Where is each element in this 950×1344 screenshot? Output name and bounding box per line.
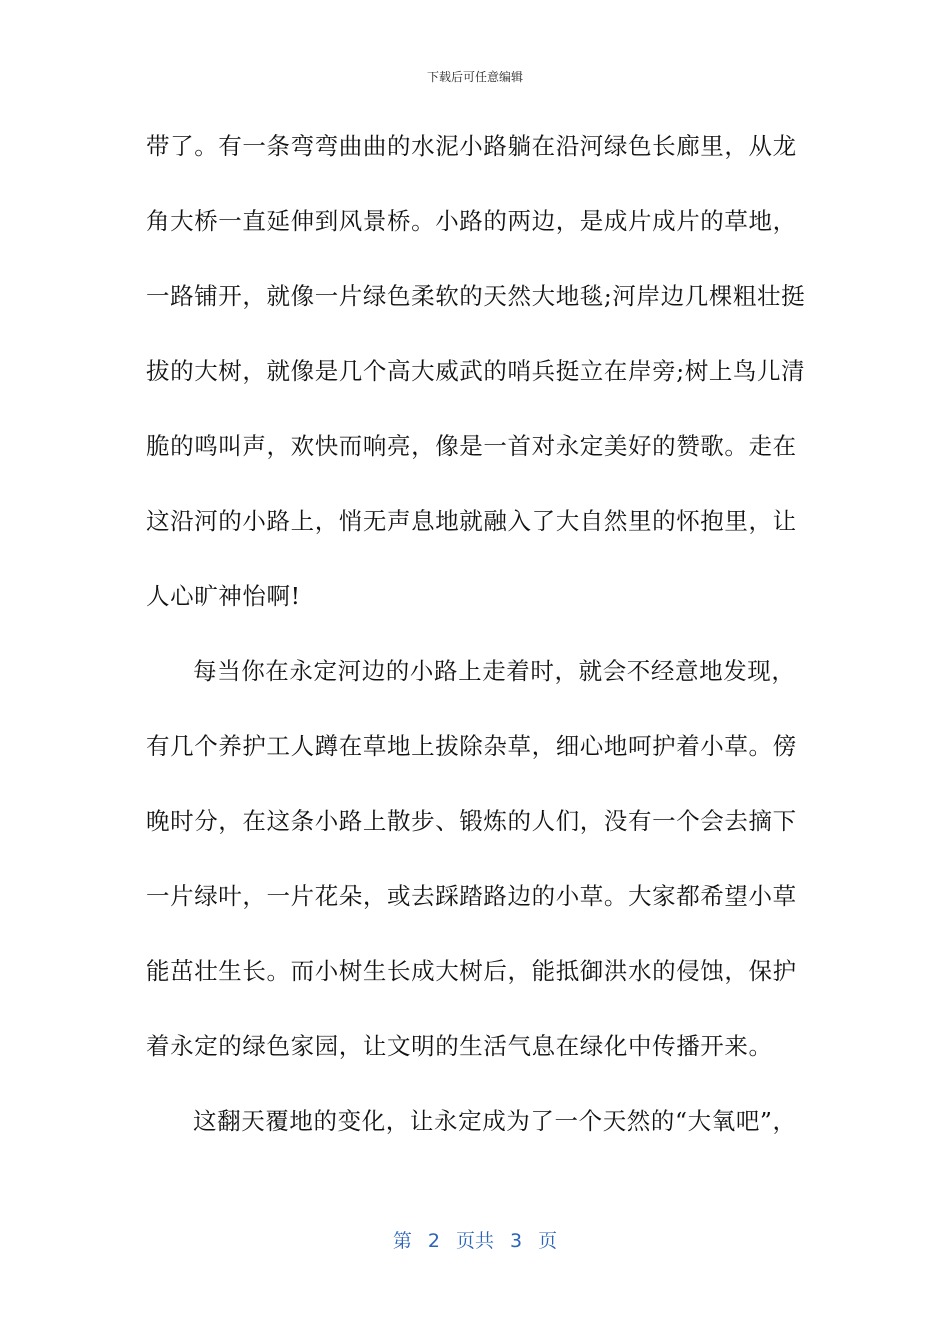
footer-current-page: 2	[427, 1230, 440, 1252]
text-line: 能茁壮生长。而小树生长成大树后，能抵御洪水的侵蚀，保护	[146, 957, 797, 985]
text-line: 脆的鸣叫声，欢快而响亮，像是一首对永定美好的赞歌。走在	[146, 432, 797, 460]
body-text	[146, 126, 808, 1176]
text-line: 角大桥一直延伸到风景桥。小路的两边，是成片成片的草地，	[146, 207, 797, 235]
text-line: 拔的大树，就像是几个高大威武的哨兵挺立在岸旁;树上鸟儿清	[146, 357, 806, 385]
text-line: 人心旷神怡啊!	[146, 582, 301, 610]
text-line: 这翻天覆地的变化，让永定成为了一个天然的“大氧吧”，	[193, 1107, 797, 1135]
page-number-footer	[0, 1226, 950, 1253]
text-line: 一路铺开，就像一片绿色柔软的天然大地毯;河岸边几棵粗壮挺	[146, 282, 806, 310]
footer-total-pages: 3	[510, 1230, 523, 1252]
text-line: 晚时分，在这条小路上散步、锻炼的人们，没有一个会去摘下	[146, 807, 797, 835]
footer-suffix: 页	[538, 1230, 558, 1252]
text-line: 着永定的绿色家园，让文明的生活气息在绿化中传播开来。	[146, 1032, 773, 1060]
text-line: 每当你在永定河边的小路上走着时，就会不经意地发现，	[193, 657, 796, 685]
footer-middle: 页共	[455, 1230, 494, 1252]
text-line: 这沿河的小路上，悄无声息地就融入了大自然里的怀抱里，让	[146, 507, 797, 535]
text-line: 有几个养护工人蹲在草地上拔除杂草，细心地呵护着小草。傍	[146, 732, 797, 760]
text-line: 带了。有一条弯弯曲曲的水泥小路躺在沿河绿色长廊里，从龙	[146, 132, 797, 160]
header-note: 下载后可任意编辑	[426, 70, 523, 84]
text-line: 一片绿叶，一片花朵，或去踩踏路边的小草。大家都希望小草	[146, 882, 797, 910]
footer-prefix: 第	[392, 1230, 412, 1252]
